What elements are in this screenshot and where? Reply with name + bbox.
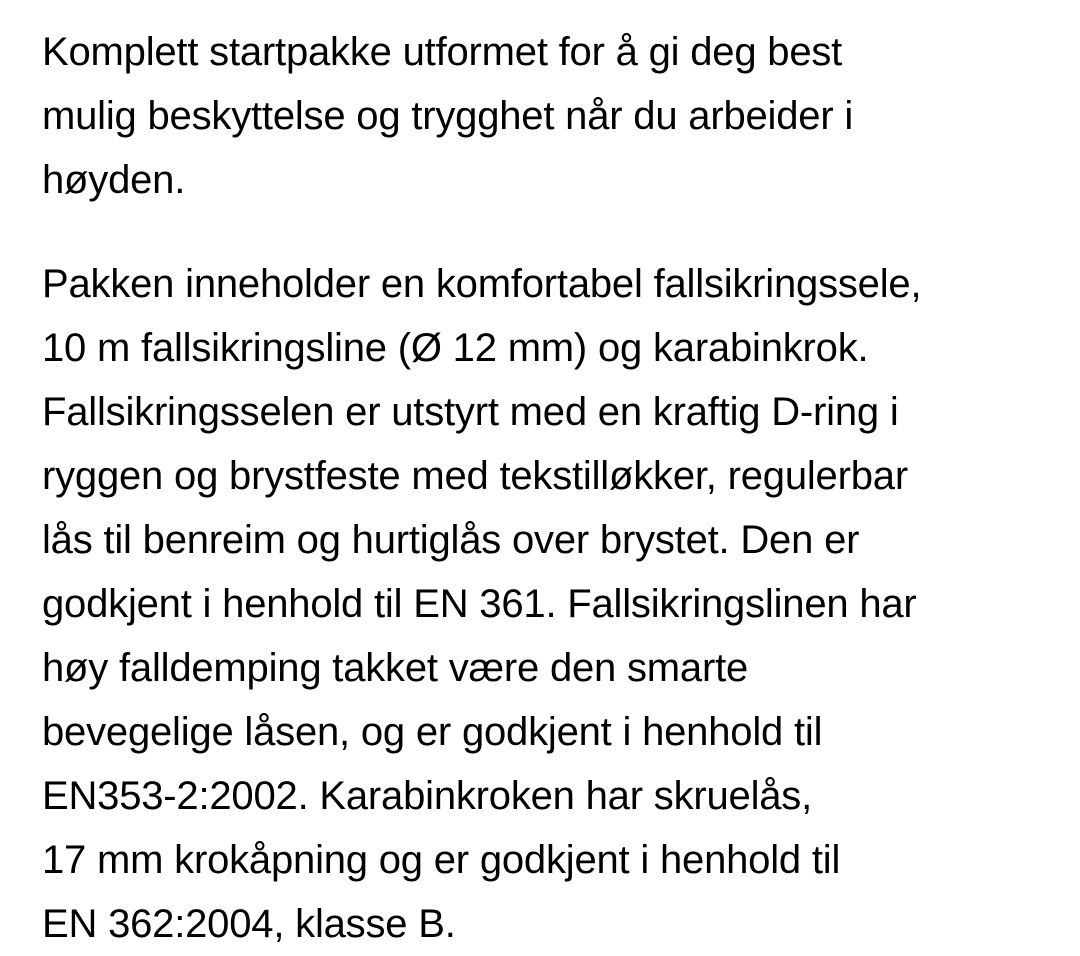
text-line: høy falldemping takket være den smarte [42, 646, 749, 690]
contents-paragraph [42, 252, 1072, 956]
text-line: godkjent i henhold til EN 361. Fallsikringslinen har [42, 582, 917, 626]
product-description [42, 20, 1072, 956]
text-line: Fallsikringsselen er utstyrt med en kraftig D-ring i [42, 390, 899, 434]
text-line: EN 362:2004, klasse B. [42, 902, 456, 946]
text-line: 17 mm krokåpning og er godkjent i henhold til [42, 838, 841, 882]
text-line: ryggen og brystfeste med tekstilløkker, regulerbar [42, 454, 908, 498]
text-line: bevegelige låsen, og er godkjent i henhold til [42, 710, 823, 754]
text-line: mulig beskyttelse og trygghet når du arbeider i [42, 94, 854, 138]
text-line: Komplett startpakke utformet for å gi deg best [42, 30, 843, 74]
text-line: Pakken inneholder en komfortabel fallsikringssele, [42, 262, 922, 306]
intro-paragraph [42, 20, 1072, 212]
text-line: høyden. [42, 158, 186, 202]
text-line: 10 m fallsikringsline (Ø 12 mm) og karabinkrok. [42, 326, 869, 370]
text-line: lås til benreim og hurtiglås over brystet. Den er [42, 518, 860, 562]
text-line: EN353-2:2002. Karabinkroken har skruelås, [42, 774, 813, 818]
